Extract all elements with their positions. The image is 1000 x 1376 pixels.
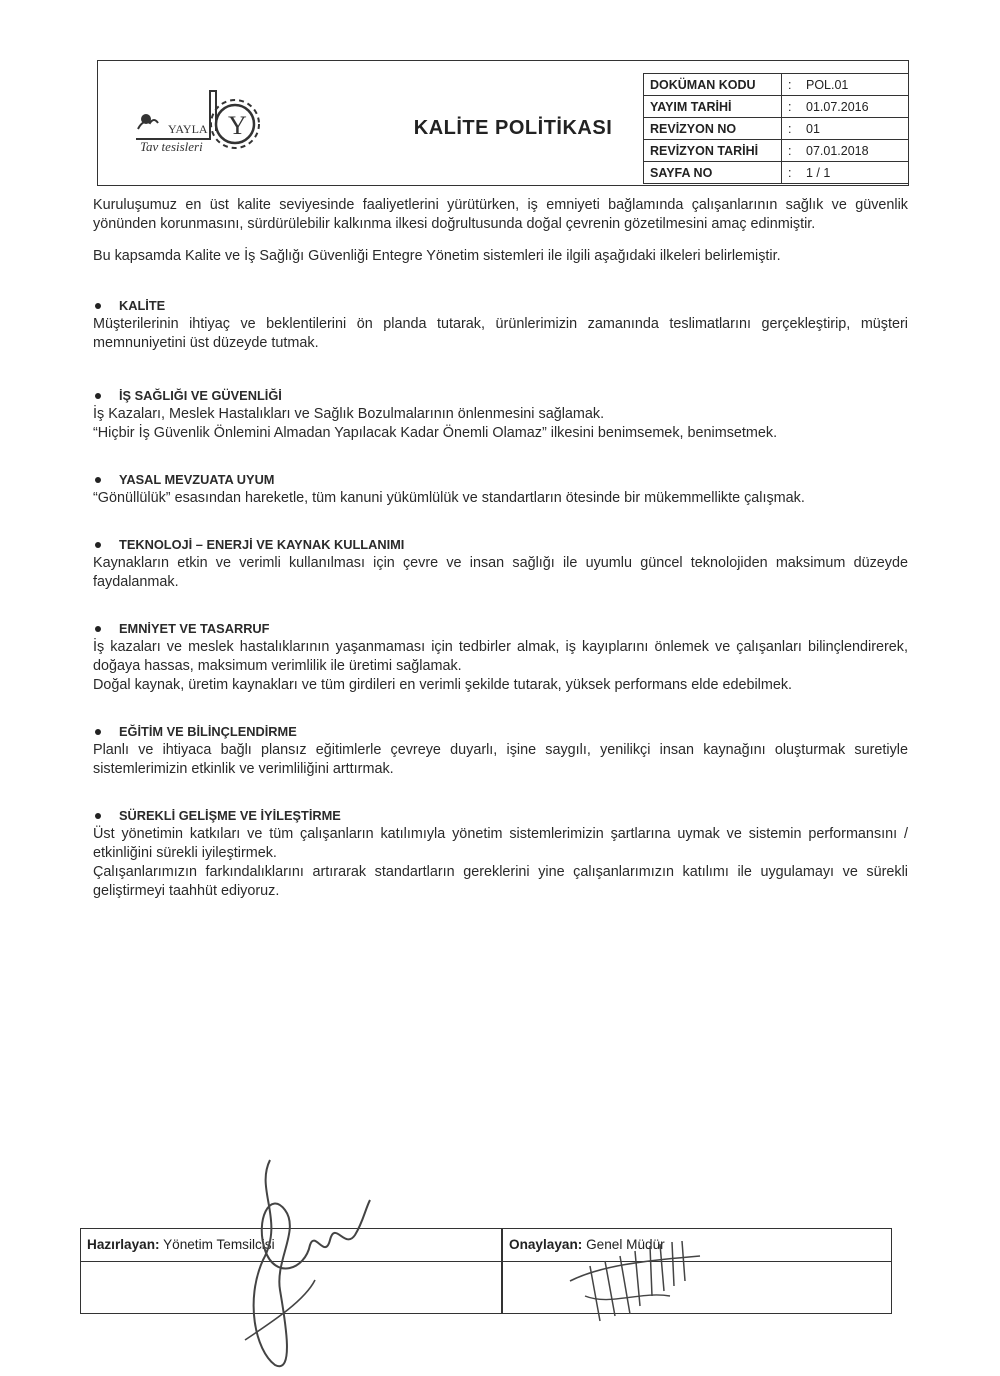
section-heading: SÜREKLİ GELİŞME VE İYİLEŞTİRME <box>93 806 908 825</box>
meta-label: REVİZYON NO <box>644 118 782 140</box>
intro-paragraph: Kuruluşumuz en üst kalite seviyesinde faaliyetlerini yürütürken, iş emniyeti bağlamında çalışanlarının sağlık ve güvenlik yönünden korunmasını, sürdürülebilir kalkınma ilkesi doğrultusunda doğal çevrenin gözetilmesini amaç edinmiştir. <box>93 197 908 232</box>
policy-section <box>93 722 908 779</box>
policy-section <box>93 386 908 443</box>
section-text: Planlı ve ihtiyaca bağlı plansız eğitimlerle çevreye duyarlı, işine saygılı, yenilikçi insan kaynağını oluşturmak suretiyle sistemlerimizin etkinlik ve verimliliğini arttırmak. <box>93 742 908 777</box>
meta-row <box>644 118 909 140</box>
meta-label: YAYIM TARİHİ <box>644 96 782 118</box>
scope-paragraph: Bu kapsamda Kalite ve İş Sağlığı Güvenliği Entegre Yönetim sistemleri ile ilgili aşağıdaki ilkeleri belirlemiştir. <box>93 248 781 264</box>
section-text: Doğal kaynak, üretim kaynakları ve tüm girdileri en verimli şekilde tutarak, yüksek performans elde edebilmek. <box>93 677 793 693</box>
section-text: Üst yönetimin katkıları ve tüm çalışanların katılımıyla yönetim sistemlerimizin şartlarına uymak ve sistemin performansını / etkinliğini sürekli iyileştirmek. <box>93 826 908 861</box>
section-text: “Hiçbir İş Güvenlik Önlemini Almadan Yapılacak Kadar Önemli Olamaz” ilkesini benimsemek, benimsetmek. <box>93 425 778 441</box>
meta-value: POL.01 <box>806 77 849 92</box>
divider <box>81 1261 501 1262</box>
bullet-icon <box>95 393 101 399</box>
section-text: İş kazaları ve meslek hastalıklarının yaşanmaması için tedbirler almak, iş kayıplarını önlemek ve çalışanları bilinçlendirerek, doğaya hassas, maksimum verimlilik ile üretimi sağlamak. <box>93 639 908 674</box>
bullet-icon <box>95 729 101 735</box>
meta-row <box>644 96 909 118</box>
approved-by-label: Onaylayan: Genel Müdür <box>509 1237 665 1252</box>
svg-text:Y: Y <box>228 111 247 140</box>
section-text: “Gönüllülük” esasından hareketle, tüm kanuni yükümlülük ve standartların ötesinde bir mükemmellikte çalışmak. <box>93 490 805 506</box>
svg-text:YAYLA: YAYLA <box>168 122 208 136</box>
section-heading: KALİTE <box>93 296 908 315</box>
document-title: KALİTE POLİTİKASI <box>413 116 613 139</box>
meta-value-cell: : 01 <box>782 118 909 140</box>
section-text: İş Kazaları, Meslek Hastalıkları ve Sağlık Bozulmalarının önlenmesini sağlamak. <box>93 406 605 422</box>
meta-row <box>644 74 909 96</box>
meta-value-cell: : 07.01.2018 <box>782 140 909 162</box>
bullet-icon <box>95 626 101 632</box>
section-heading: EĞİTİM VE BİLİNÇLENDİRME <box>93 722 908 741</box>
bullet-icon <box>95 477 101 483</box>
meta-value-cell: : POL.01 <box>782 74 909 96</box>
document-body <box>93 196 908 901</box>
logo-graphic <box>98 61 290 185</box>
approval-footer <box>80 1224 892 1317</box>
policy-section <box>93 806 908 863</box>
policy-section <box>93 535 908 592</box>
meta-label: DOKÜMAN KODU <box>644 74 782 96</box>
meta-label: SAYFA NO <box>644 162 782 184</box>
svg-text:Tav tesisleri: Tav tesisleri <box>140 139 203 154</box>
section-heading: TEKNOLOJİ – ENERJİ VE KAYNAK KULLANIMI <box>93 535 908 554</box>
section-heading: EMNİYET VE TASARRUF <box>93 619 908 638</box>
closing-paragraph: Çalışanlarımızın farkındalıklarını artırarak standartların gereklerini yine çalışanlarımızın katılımı ile uygulamayı ve sürekli geliştirmeyi taahhüt ediyoruz. <box>93 864 908 899</box>
company-logo <box>98 61 290 185</box>
policy-section <box>93 470 908 508</box>
meta-value: 07.01.2018 <box>806 143 869 158</box>
policy-section <box>93 296 908 353</box>
prepared-by-box <box>80 1228 502 1314</box>
section-text: Müşterilerinin ihtiyaç ve beklentilerini ön planda tutarak, ürünlerimizin zamanında teslimatlarını gerçekleştirip, müşteri memnuniyetini üst düzeyde tutmak. <box>93 316 908 351</box>
prepared-by-label: Hazırlayan: Yönetim Temsilcisi <box>87 1237 275 1252</box>
meta-label: REVİZYON TARİHİ <box>644 140 782 162</box>
meta-row <box>644 162 909 184</box>
prepared-by-value: Yönetim Temsilcisi <box>163 1237 275 1252</box>
policy-section <box>93 619 908 695</box>
meta-row <box>644 140 909 162</box>
meta-value: 01 <box>806 121 820 136</box>
approved-by-box <box>502 1228 892 1314</box>
meta-value-cell: : 1 / 1 <box>782 162 909 184</box>
section-heading: İŞ SAĞLIĞI VE GÜVENLİĞİ <box>93 386 908 405</box>
section-heading: YASAL MEVZUATA UYUM <box>93 470 908 489</box>
bullet-icon <box>95 542 101 548</box>
document-meta-table <box>643 73 909 184</box>
meta-value: 01.07.2016 <box>806 99 869 114</box>
approved-by-value: Genel Müdür <box>586 1237 665 1252</box>
divider <box>503 1261 891 1262</box>
meta-value: 1 / 1 <box>806 165 831 180</box>
document-header <box>97 60 909 186</box>
meta-value-cell: : 01.07.2016 <box>782 96 909 118</box>
bullet-icon <box>95 813 101 819</box>
bullet-icon <box>95 303 101 309</box>
section-text: Kaynakların etkin ve verimli kullanılması için çevre ve insan sağlığı ile uyumlu güncel teknolojiden maksimum düzeyde faydalanmak. <box>93 555 908 590</box>
